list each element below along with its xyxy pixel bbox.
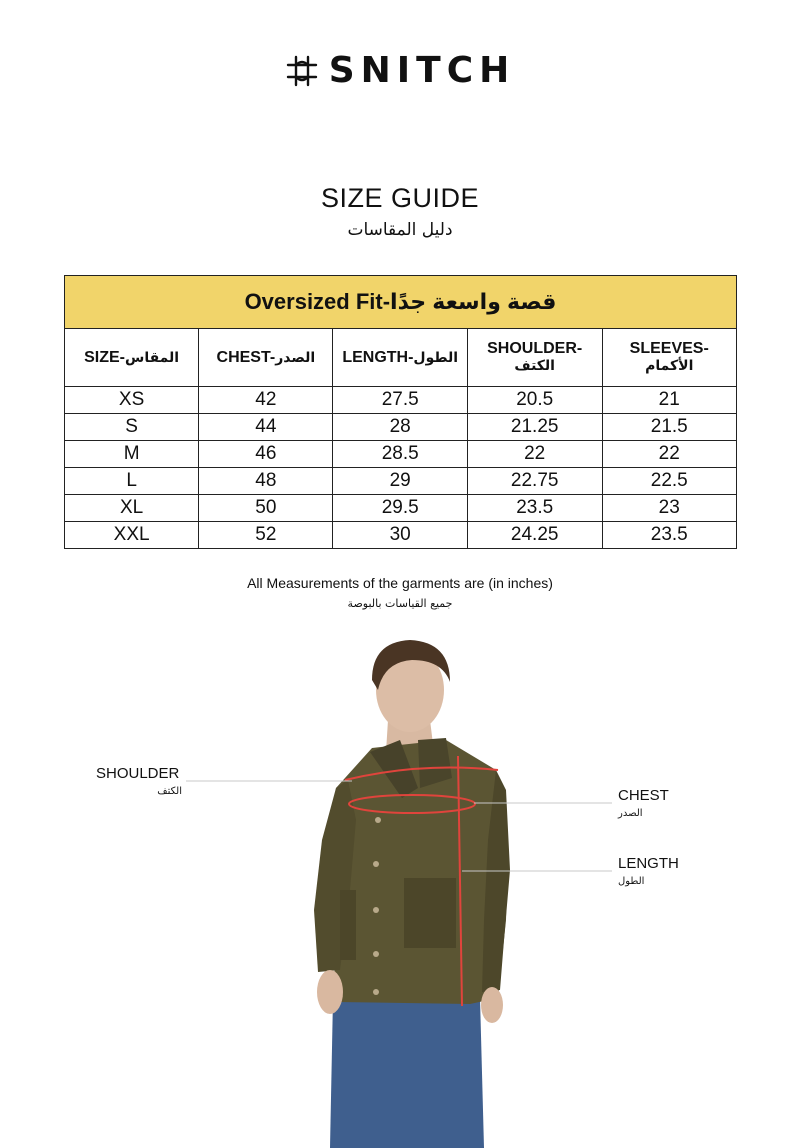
sleeves-cell: 23 [602, 495, 737, 522]
sleeves-cell: 21 [602, 387, 737, 414]
column-header-sleeves: SLEEVES- الأكمام [602, 329, 737, 387]
jacket-shape [330, 740, 508, 1004]
size-cell: L [65, 468, 199, 495]
chest-cell: 48 [199, 468, 333, 495]
button-dot [373, 907, 379, 913]
measurement-note: All Measurements of the garments are (in inches) [247, 575, 553, 591]
shoulder-callout-label: SHOULDER [96, 765, 180, 782]
button-dot [373, 951, 379, 957]
length-cell: 30 [333, 522, 467, 549]
length-cell: 29.5 [333, 495, 467, 522]
fit-label: Oversized Fit-قصة واسعة جدًا [65, 276, 737, 329]
button-dot [373, 989, 379, 995]
sleeves-cell: 23.5 [602, 522, 737, 549]
size-cell: XXL [65, 522, 199, 549]
chest-callout [618, 787, 669, 823]
size-cell: XS [65, 387, 199, 414]
button-dot [375, 817, 381, 823]
table-row [65, 414, 737, 441]
shoulder-cell: 23.5 [467, 495, 602, 522]
grid-hash-logo-icon [285, 54, 319, 88]
sleeves-cell: 21.5 [602, 414, 737, 441]
brand-logo [0, 50, 800, 91]
chest-callout-label: CHEST [618, 787, 669, 804]
table-row [65, 441, 737, 468]
size-cell: XL [65, 495, 199, 522]
length-callout-arabic: الطول [618, 876, 645, 887]
column-header-length: LENGTH-الطول [333, 329, 467, 387]
size-cell: M [65, 441, 199, 468]
size-cell: S [65, 414, 199, 441]
table-row [65, 495, 737, 522]
right-hand-shape [481, 987, 503, 1023]
sleeves-cell: 22 [602, 441, 737, 468]
model-illustration [0, 620, 800, 1148]
shoulder-callout [96, 765, 182, 801]
brand-name: SNITCH [328, 50, 516, 91]
shoulder-callout-arabic: الكتف [157, 786, 182, 797]
jeans-shape [330, 998, 484, 1148]
side-pocket-shape [340, 890, 356, 960]
shoulder-cell: 20.5 [467, 387, 602, 414]
size-chart-table [64, 275, 737, 549]
left-hand-shape [317, 970, 343, 1014]
length-cell: 28.5 [333, 441, 467, 468]
page-subtitle-arabic: دليل المقاسات [347, 220, 453, 240]
chest-cell: 46 [199, 441, 333, 468]
length-callout [618, 855, 679, 891]
sleeves-cell: 22.5 [602, 468, 737, 495]
chest-cell: 42 [199, 387, 333, 414]
table-row [65, 522, 737, 549]
column-header-size: SIZE-المقاس [65, 329, 199, 387]
column-header-shoulder: SHOULDER- الكتف [467, 329, 602, 387]
shoulder-cell: 22 [467, 441, 602, 468]
measurement-note-arabic: جميع القياسات بالبوصة [347, 597, 453, 610]
table-header-row [65, 329, 737, 387]
length-cell: 27.5 [333, 387, 467, 414]
shoulder-cell: 24.25 [467, 522, 602, 549]
chest-pocket-shape [404, 878, 456, 948]
length-cell: 29 [333, 468, 467, 495]
table-row [65, 468, 737, 495]
shoulder-cell: 22.75 [467, 468, 602, 495]
table-row [65, 387, 737, 414]
chest-cell: 44 [199, 414, 333, 441]
chest-cell: 50 [199, 495, 333, 522]
chest-cell: 52 [199, 522, 333, 549]
length-callout-label: LENGTH [618, 855, 679, 872]
page-title: SIZE GUIDE [320, 183, 480, 213]
chest-callout-arabic: الصدر [618, 808, 643, 819]
shoulder-cell: 21.25 [467, 414, 602, 441]
length-cell: 28 [333, 414, 467, 441]
button-dot [373, 861, 379, 867]
column-header-chest: CHEST-الصدر [199, 329, 333, 387]
